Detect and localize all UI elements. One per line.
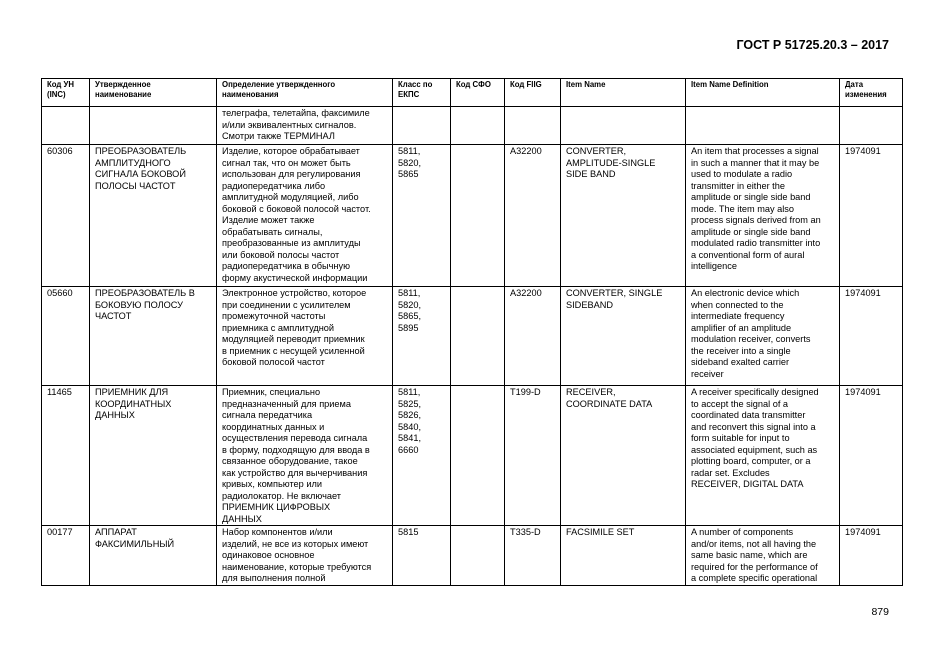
- cell-fiig: T335-D: [505, 526, 561, 586]
- cell-approved-name: [90, 107, 217, 145]
- cell-item-definition: [686, 107, 840, 145]
- cell-inc: 11465: [42, 386, 90, 526]
- col-header-item-name: Item Name: [561, 79, 686, 107]
- cell-item-definition: A number of components and/or items, not all having the same basic name, which are required for the performance of a complete specific operational: [686, 526, 840, 586]
- cell-class: [393, 107, 451, 145]
- cell-item-definition: An item that processes a signal in such a manner that it may be used to modulate a radio transmitter in either the amplitude or single side band mode. The item may also process signals derived from an amplitude or single side band modulated radio transmitter into a conventional form of aural intelligence: [686, 145, 840, 287]
- cell-class: 5811, 5820, 5865, 5895: [393, 287, 451, 386]
- col-header-definition: Определение утвержденного наименования: [217, 79, 393, 107]
- cell-fiig: A32200: [505, 145, 561, 287]
- cell-item-name: RECEIVER, COORDINATE DATA: [561, 386, 686, 526]
- cell-inc: 00177: [42, 526, 90, 586]
- cell-class: 5811, 5825, 5826, 5840, 5841, 6660: [393, 386, 451, 526]
- table-row: [42, 287, 903, 386]
- cell-sfo: [451, 107, 505, 145]
- page-number: 879: [871, 606, 889, 618]
- cell-date: 1974091: [840, 386, 903, 526]
- col-header-class: Класс по ЕКПС: [393, 79, 451, 107]
- cell-sfo: [451, 145, 505, 287]
- cell-inc: 05660: [42, 287, 90, 386]
- cell-approved-name: ПРЕОБРАЗОВАТЕЛЬ АМПЛИТУДНОГО СИГНАЛА БОКОВОЙ ПОЛОСЫ ЧАСТОТ: [90, 145, 217, 287]
- cell-approved-name: ПРИЕМНИК ДЛЯ КООРДИНАТНЫХ ДАННЫХ: [90, 386, 217, 526]
- col-header-inc: Код УН (INC): [42, 79, 90, 107]
- cell-fiig: T199-D: [505, 386, 561, 526]
- table-row: [42, 107, 903, 145]
- cell-definition: Электронное устройство, которое при соединении с усилителем промежуточной частоты приемника с амплитудной модуляцией переводит приемник в приемник с несущей усиленной боковой полосой частот: [217, 287, 393, 386]
- cell-approved-name: АППАРАТ ФАКСИМИЛЬНЫЙ: [90, 526, 217, 586]
- col-header-date: Дата изменения: [840, 79, 903, 107]
- table-row: [42, 145, 903, 287]
- cell-sfo: [451, 526, 505, 586]
- cell-item-name: CONVERTER, SINGLE SIDEBAND: [561, 287, 686, 386]
- cell-date: 1974091: [840, 287, 903, 386]
- table-row: [42, 526, 903, 586]
- col-header-approved-name: Утвержденное наименование: [90, 79, 217, 107]
- cell-inc: [42, 107, 90, 145]
- cell-class: 5815: [393, 526, 451, 586]
- document-id: ГОСТ Р 51725.20.3 – 2017: [736, 38, 889, 52]
- col-header-sfo: Код СФО: [451, 79, 505, 107]
- cell-date: [840, 107, 903, 145]
- cell-fiig: A32200: [505, 287, 561, 386]
- col-header-item-definition: Item Name Definition: [686, 79, 840, 107]
- cell-fiig: [505, 107, 561, 145]
- table-header-row: [42, 79, 903, 107]
- cell-definition: Набор компонентов и/или изделий, не все из которых имеют одинаковое основное наименование, которые требуются для выполнения полной: [217, 526, 393, 586]
- cell-inc: 60306: [42, 145, 90, 287]
- cell-item-definition: An electronic device which when connected to the intermediate frequency amplifier of an amplitude modulation receiver, converts the receiver into a single sideband exalted carrier receiver: [686, 287, 840, 386]
- cell-item-name: CONVERTER, AMPLITUDE-SINGLE SIDE BAND: [561, 145, 686, 287]
- cell-approved-name: ПРЕОБРАЗОВАТЕЛЬ В БОКОВУЮ ПОЛОСУ ЧАСТОТ: [90, 287, 217, 386]
- table-row: [42, 386, 903, 526]
- cell-item-name: FACSIMILE SET: [561, 526, 686, 586]
- cell-class: 5811, 5820, 5865: [393, 145, 451, 287]
- cell-sfo: [451, 386, 505, 526]
- col-header-fiig: Код FIIG: [505, 79, 561, 107]
- cell-definition: Изделие, которое обрабатывает сигнал так, что он может быть использован для регулирования радиопередатчика либо амплитудной модуляцией, либо боковой с боковой полосой частот. Изделие может также обрабатывать сигналы, преобразованные из амплитуды или боковой полосы частот радиопередатчика в обычную форму акустической информации: [217, 145, 393, 287]
- cell-date: 1974091: [840, 145, 903, 287]
- cell-item-name: [561, 107, 686, 145]
- items-table: [41, 78, 903, 586]
- cell-definition: Приемник, специально предназначенный для приема сигнала передатчика координатных данных и осуществления перевода сигнала в форму, подходящую для ввода в связанное оборудование, такое как устройство для вычерчивания кривых, компьютер или радиолокатор. Не включает ПРИЕМНИК ЦИФРОВЫХ ДАННЫХ: [217, 386, 393, 526]
- cell-sfo: [451, 287, 505, 386]
- cell-item-definition: A receiver specifically designed to accept the signal of a coordinated data transmitter and reconvert this signal into a form suitable for input to associated equipment, such as plotting board, computer, or a radar set. Excludes RECEIVER, DIGITAL DATA: [686, 386, 840, 526]
- cell-date: 1974091: [840, 526, 903, 586]
- cell-definition: телеграфа, телетайпа, факсимиле и/или эквивалентных сигналов. Смотри также ТЕРМИНАЛ: [217, 107, 393, 145]
